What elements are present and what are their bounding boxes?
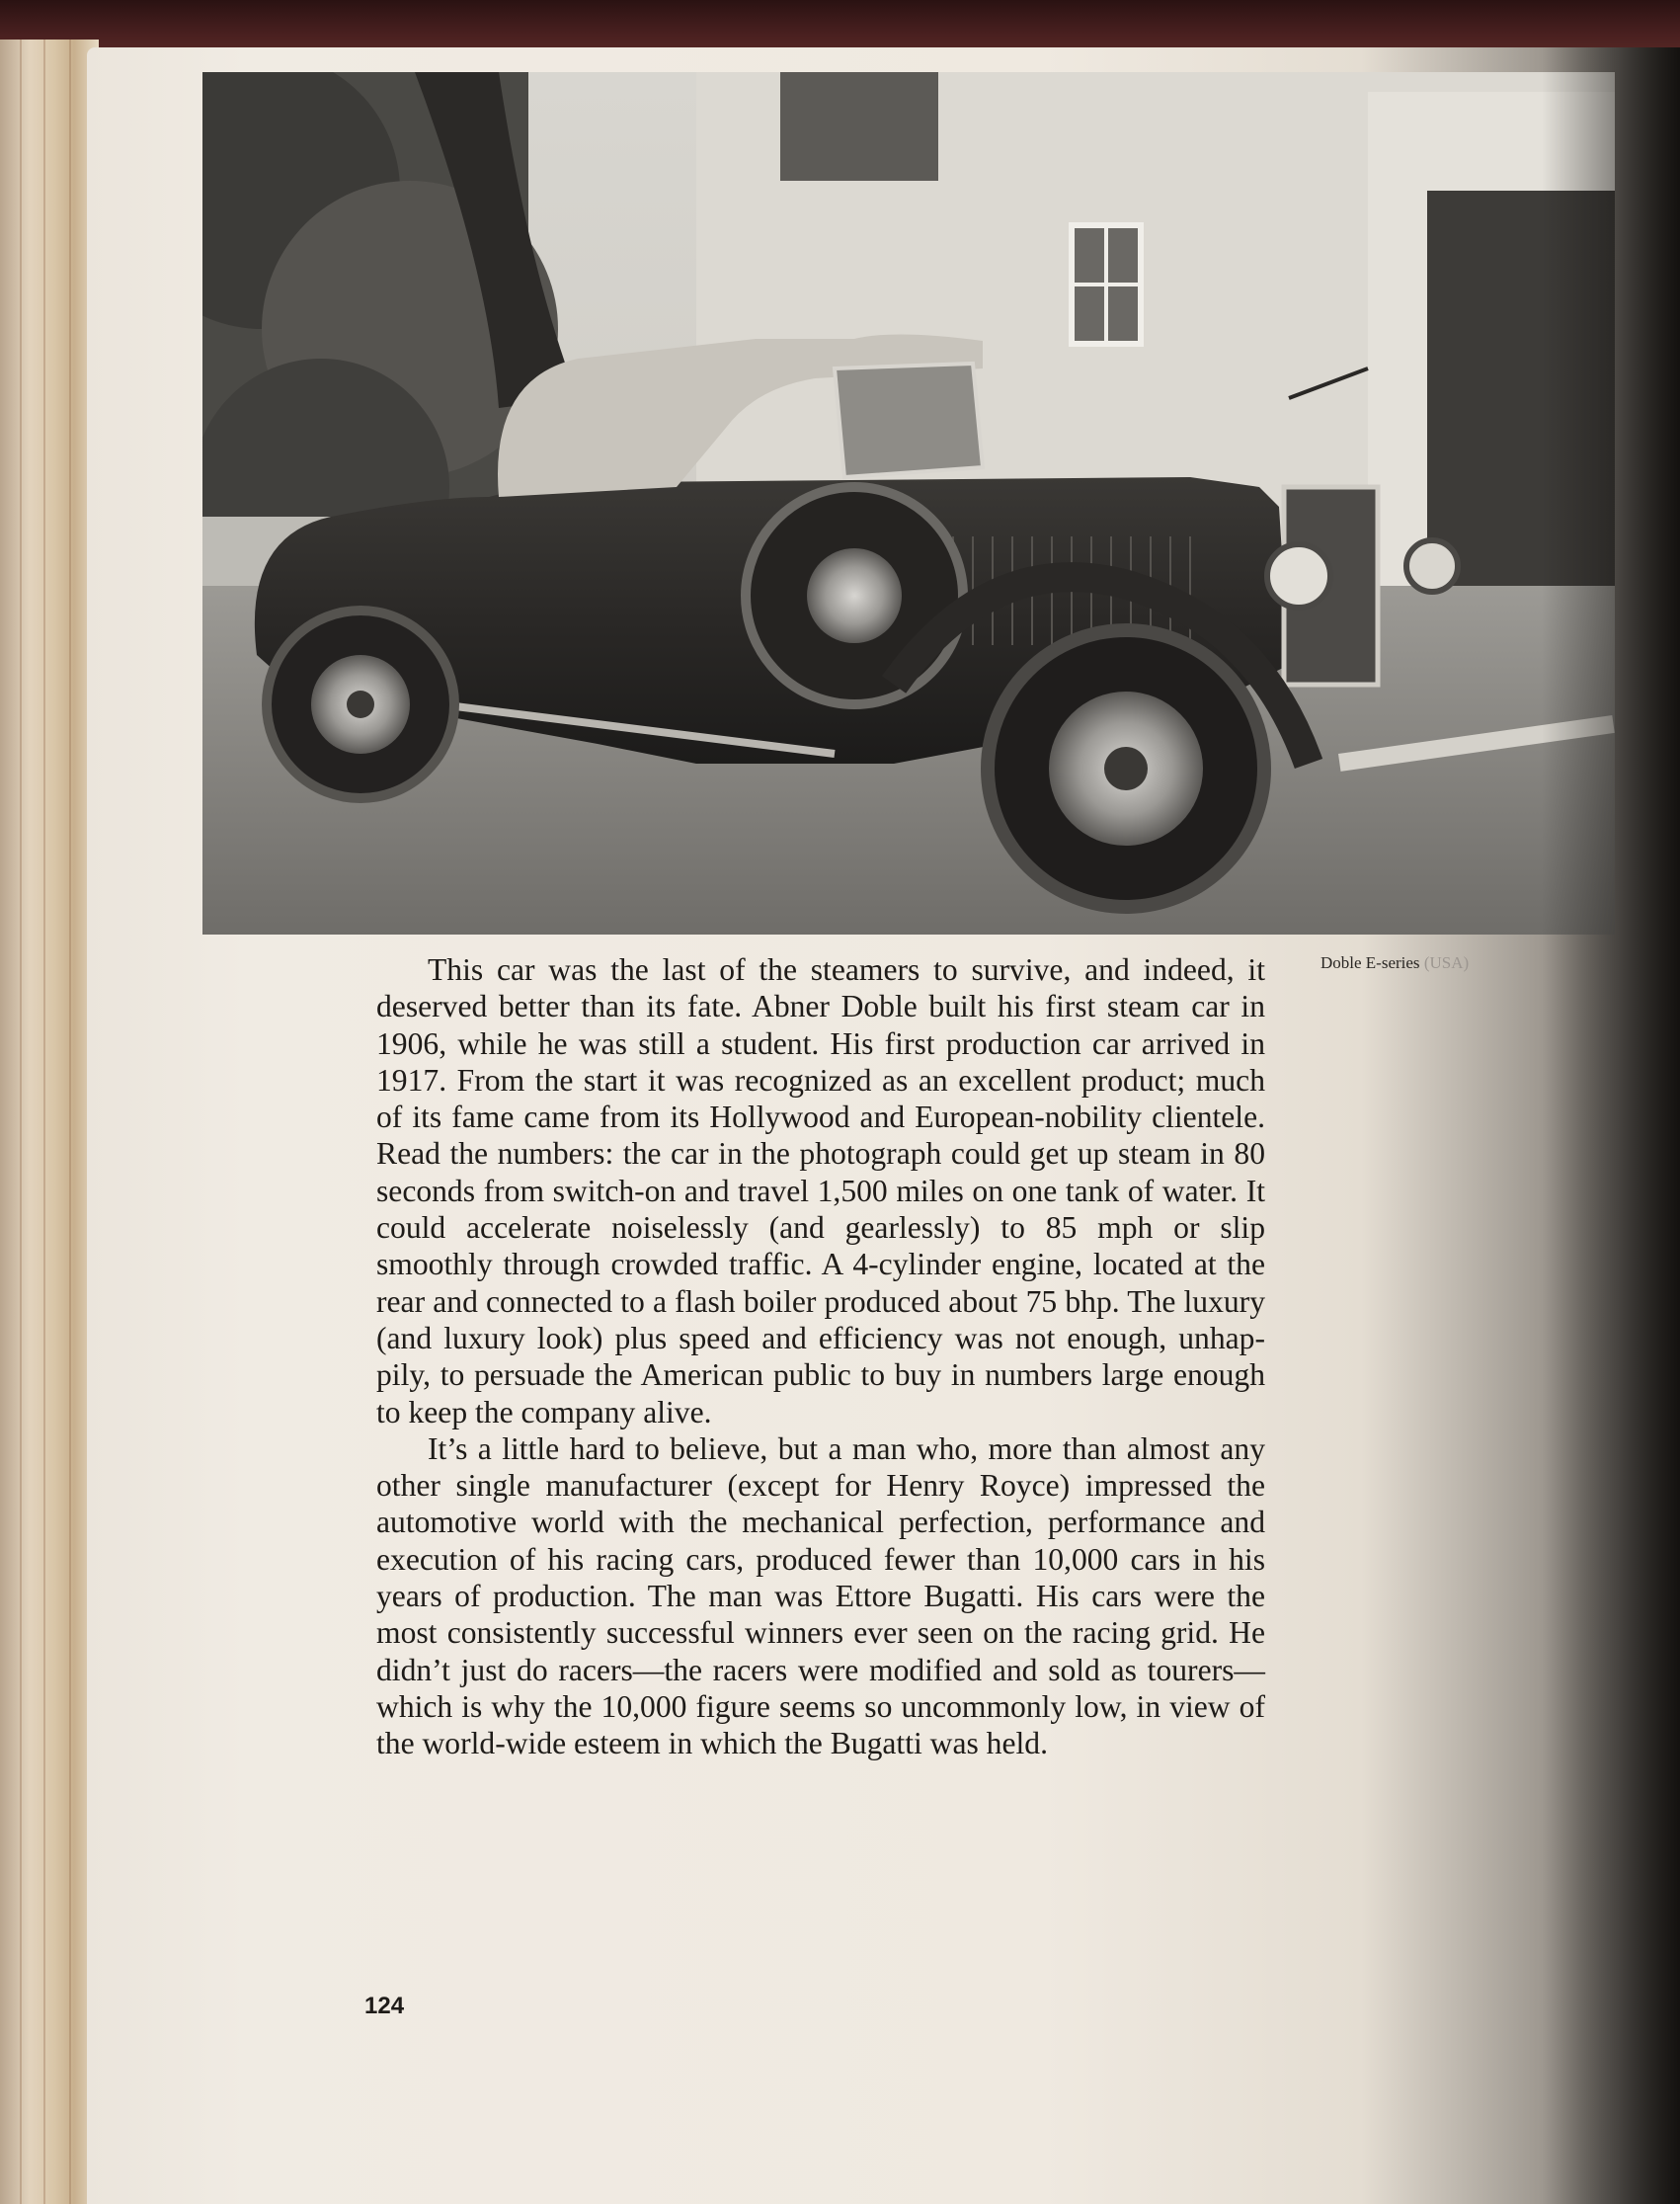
caption-model: Doble E-series [1320,953,1420,972]
page-stack-edge [0,40,99,2204]
paragraph-1: This car was the last of the steamers to survive, and indeed, it deserved better than its fate. Abner Doble built his first steam car in 1906, while he was still a student. His first production car arrived in 1917. From the start it was recognized as an excellent product; much of its fame came from its Hollywood and European-nobility clientele. Read the numbers: the car in the photograph could get up steam in 80 seconds from switch-on and travel 1,500 miles on one tank of water. It could accelerate noiselessly (and gearlessly) to 85 mph or slip smoothly through crowded traffic. A 4-cylinder engine, located at the rear and connected to a flash boiler produced about 75 bhp. The luxury (and luxury look) plus speed and efficiency was not enough, unhappily, to persuade the American public to buy in numbers large enough to keep the company alive. [376,952,1265,1429]
paragraph-2: It’s a little hard to believe, but a man who, more than almost any other single manufacturer (except for Henry Royce) impressed the automotive world with the mechanical perfection, performance and execution of his racing cars, produced fewer than 10,000 cars in his years of production. The man was Ettore Bugatti. His cars were the most consistently successful winners ever seen on the racing grid. He didn’t just do racers—the racers were modified and sold as tourers—which is why the 10,000 figure seems so uncommonly low, in view of the world-wide esteem in which the Bugatti was held. [376,1430,1265,1761]
page-number: 124 [364,1993,405,2019]
car-photograph [202,72,1615,935]
caption-country: (USA) [1423,953,1470,972]
photo-caption [1320,953,1617,973]
article-body [376,951,1265,1762]
